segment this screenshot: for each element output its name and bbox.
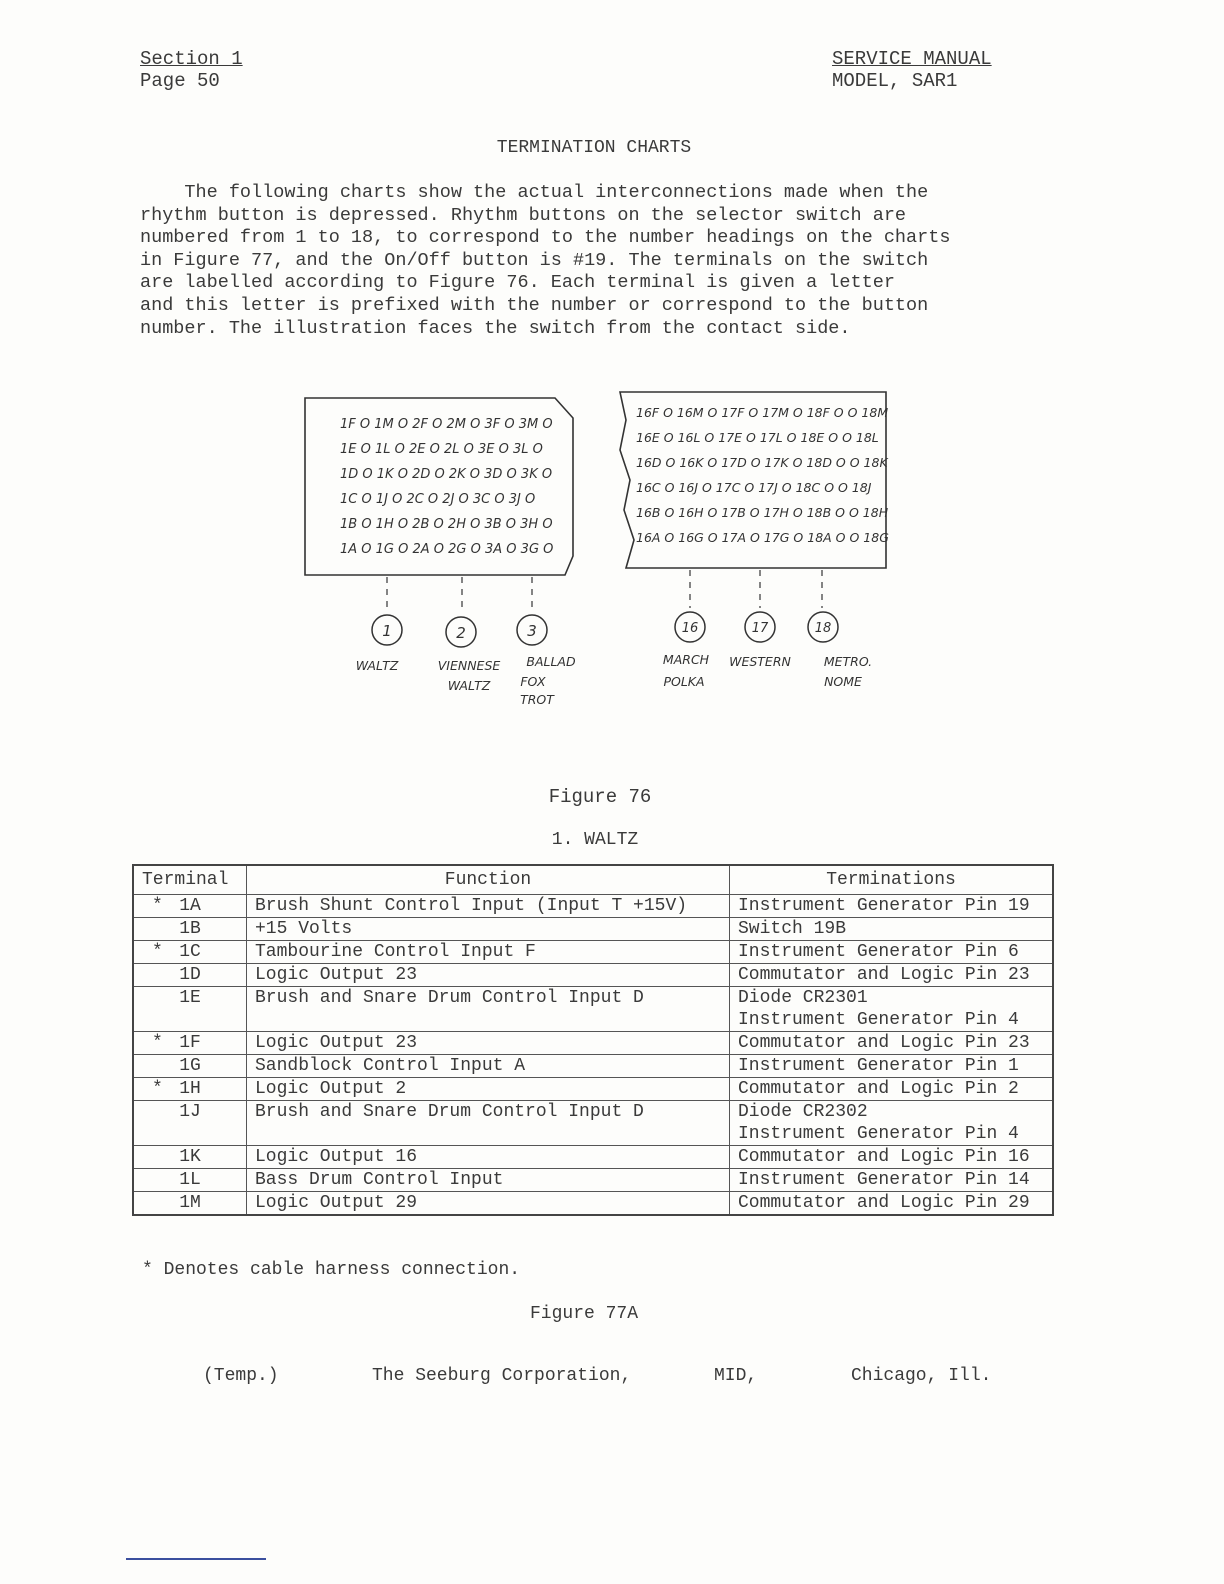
terminal-row: 1E O 1L O 2E O 2L O 3E O 3L O (340, 442, 543, 457)
footer-temp: (Temp.) (203, 1366, 279, 1386)
intro-line: and this letter is prefixed with the number or correspond to the button (140, 294, 929, 316)
table-body (133, 895, 1053, 1216)
table-header-row (133, 865, 1053, 895)
intro-line: are labelled according to Figure 76. Each terminal is given a letter (140, 272, 895, 294)
terminal-id: 1F (179, 1033, 201, 1053)
manual-title: SERVICE MANUAL (832, 48, 992, 70)
footnote: * Denotes cable harness connection. (142, 1260, 521, 1280)
terminal-row: 1F O 1M O 2F O 2M O 3F O 3M O (340, 417, 553, 432)
intro-line: numbered from 1 to 18, to correspond to the number headings on the charts (140, 227, 951, 249)
terminations-cell (730, 1078, 1054, 1101)
button-label: MARCH (662, 652, 710, 667)
terminal-row: 16D O 16K O 17D O 17K O 18D O O 18K (636, 455, 888, 470)
terminations-cell (730, 1146, 1054, 1169)
terminal-cell (133, 1146, 247, 1169)
chart-subtitle: 1. WALTZ (551, 830, 639, 850)
intro-line: The following charts show the actual interconnections made when the (140, 182, 929, 203)
termination-line: Switch 19B (738, 919, 847, 939)
switch-terminal-diagram (0, 0, 1224, 760)
function-cell: Sandblock Control Input A (247, 1055, 730, 1078)
termination-line: Commutator and Logic Pin 2 (738, 1079, 1019, 1099)
button-number: 1 (382, 622, 392, 640)
intro-line: number. The illustration faces the switch from the contact side. (140, 317, 851, 339)
terminations-cell (730, 918, 1054, 941)
figure-77a-caption: Figure 77A (530, 1304, 639, 1324)
button-number: 17 (751, 621, 769, 636)
terminal-id: 1M (179, 1193, 201, 1213)
termination-table (132, 864, 1054, 1216)
termination-line: Instrument Generator Pin 14 (738, 1170, 1030, 1190)
footer-corporation: The Seeburg Corporation, (372, 1366, 632, 1386)
termination-line: Diode CR2301 (738, 988, 868, 1008)
terminal-id: 1E (179, 988, 201, 1008)
terminations-cell (730, 1192, 1054, 1216)
terminal-id: 1J (179, 1102, 201, 1122)
terminations-cell (730, 941, 1054, 964)
terminal-row: 1D O 1K O 2D O 2K O 3D O 3K O (340, 467, 553, 482)
terminal-cell (133, 964, 247, 987)
table-row (133, 1146, 1053, 1169)
terminations-cell (730, 895, 1054, 918)
button-label: NOME (824, 674, 862, 689)
terminal-cell (133, 1078, 247, 1101)
table-row (133, 895, 1053, 918)
terminal-cell (133, 941, 247, 964)
terminal-id: 1A (179, 896, 201, 916)
function-cell: Logic Output 23 (247, 1032, 730, 1055)
terminal-id: 1C (179, 942, 201, 962)
terminal-cell (133, 1032, 247, 1055)
terminal-row: 1A O 1G O 2A O 2G O 3A O 3G O (340, 542, 554, 557)
terminal-row: 1C O 1J O 2C O 2J O 3C O 3J O (340, 492, 536, 507)
terminal-row: 16C O 16J O 17C O 17J O 18C O O 18J (636, 480, 872, 495)
table-row (133, 1078, 1053, 1101)
termination-line: Commutator and Logic Pin 29 (738, 1193, 1030, 1213)
terminations-cell (730, 1101, 1054, 1146)
function-cell: Brush and Snare Drum Control Input D (247, 987, 730, 1032)
button-label: WALTZ (447, 678, 491, 693)
terminal-id: 1K (179, 1147, 201, 1167)
function-cell: Brush and Snare Drum Control Input D (247, 1101, 730, 1146)
table-row (133, 1055, 1053, 1078)
button-label: VIENNESE (437, 658, 501, 673)
termination-line: Instrument Generator Pin 6 (738, 942, 1019, 962)
cable-harness-mark: * (152, 1079, 163, 1099)
function-cell: Logic Output 16 (247, 1146, 730, 1169)
button-label: TROT (520, 692, 554, 707)
terminations-cell (730, 1169, 1054, 1192)
termination-line: Instrument Generator Pin 19 (738, 896, 1030, 916)
button-label: POLKA (663, 674, 705, 689)
terminal-cell (133, 1101, 247, 1146)
terminal-cell (133, 1055, 247, 1078)
terminal-cell (133, 1192, 247, 1216)
termination-line: Instrument Generator Pin 4 (738, 1010, 1019, 1030)
terminal-id: 1G (179, 1056, 201, 1076)
termination-line: Diode CR2302 (738, 1102, 868, 1122)
button-label: METRO. (823, 654, 873, 669)
function-cell: Logic Output 23 (247, 964, 730, 987)
termination-line: Commutator and Logic Pin 23 (738, 1033, 1030, 1053)
button-number: 3 (527, 622, 537, 640)
function-cell: Brush Shunt Control Input (Input T +15V) (247, 895, 730, 918)
cable-harness-mark: * (152, 896, 163, 916)
terminations-cell (730, 964, 1054, 987)
figure-76-caption: Figure 76 (548, 786, 652, 808)
footer-city: Chicago, Ill. (851, 1366, 992, 1386)
header-terminations: Terminations (730, 865, 1054, 895)
intro-line: rhythm button is depressed. Rhythm buttons on the selector switch are (140, 204, 907, 226)
table-row (133, 941, 1053, 964)
button-label: BALLAD (526, 654, 576, 669)
cable-harness-mark: * (152, 942, 163, 962)
button-label: WALTZ (355, 658, 399, 673)
terminal-row: 16A O 16G O 17A O 17G O 18A O O 18G (636, 530, 889, 545)
function-cell: Tambourine Control Input F (247, 941, 730, 964)
footer-mid: MID, (714, 1366, 758, 1386)
terminal-id: 1D (179, 965, 201, 985)
table-row (133, 1032, 1053, 1055)
terminal-cell (133, 895, 247, 918)
table-row (133, 987, 1053, 1032)
terminal-cell (133, 987, 247, 1032)
terminal-id: 1L (179, 1170, 201, 1190)
table-row (133, 1169, 1053, 1192)
terminal-cell (133, 1169, 247, 1192)
table-row (133, 1101, 1053, 1146)
cable-harness-mark: * (152, 1033, 163, 1053)
terminations-cell (730, 987, 1054, 1032)
table-row (133, 964, 1053, 987)
terminal-cell (133, 918, 247, 941)
model-label: MODEL, SAR1 (832, 70, 958, 92)
button-number: 2 (456, 624, 466, 642)
function-cell: Bass Drum Control Input (247, 1169, 730, 1192)
terminal-row: 16B O 16H O 17B O 17H O 18B O O 18H (636, 505, 889, 520)
termination-line: Commutator and Logic Pin 23 (738, 965, 1030, 985)
terminations-cell (730, 1032, 1054, 1055)
terminal-row: 16E O 16L O 17E O 17L O 18E O O 18L (636, 430, 879, 445)
table-row (133, 918, 1053, 941)
intro-line: in Figure 77, and the On/Off button is #19. The terminals on the switch (140, 249, 929, 271)
terminal-row: 16F O 16M O 17F O 17M O 18F O O 18M (636, 405, 889, 420)
button-label: WESTERN (729, 654, 791, 669)
terminal-row: 1B O 1H O 2B O 2H O 3B O 3H O (340, 517, 553, 532)
page-title: TERMINATION CHARTS (496, 138, 692, 158)
termination-line: Commutator and Logic Pin 16 (738, 1147, 1030, 1167)
termination-line: Instrument Generator Pin 4 (738, 1124, 1019, 1144)
table-row (133, 1192, 1053, 1216)
function-cell: +15 Volts (247, 918, 730, 941)
header-function: Function (247, 865, 730, 895)
button-number: 16 (681, 621, 699, 636)
page-number: Page 50 (140, 70, 220, 92)
bottom-rule (126, 1558, 266, 1560)
terminations-cell (730, 1055, 1054, 1078)
function-cell: Logic Output 2 (247, 1078, 730, 1101)
button-number: 18 (814, 621, 832, 636)
function-cell: Logic Output 29 (247, 1192, 730, 1216)
section-label: Section 1 (140, 48, 243, 70)
terminal-id: 1B (179, 919, 201, 939)
header-terminal: Terminal (133, 865, 247, 895)
termination-line: Instrument Generator Pin 1 (738, 1056, 1019, 1076)
button-label: FOX (520, 674, 546, 689)
terminal-id: 1H (179, 1079, 201, 1099)
